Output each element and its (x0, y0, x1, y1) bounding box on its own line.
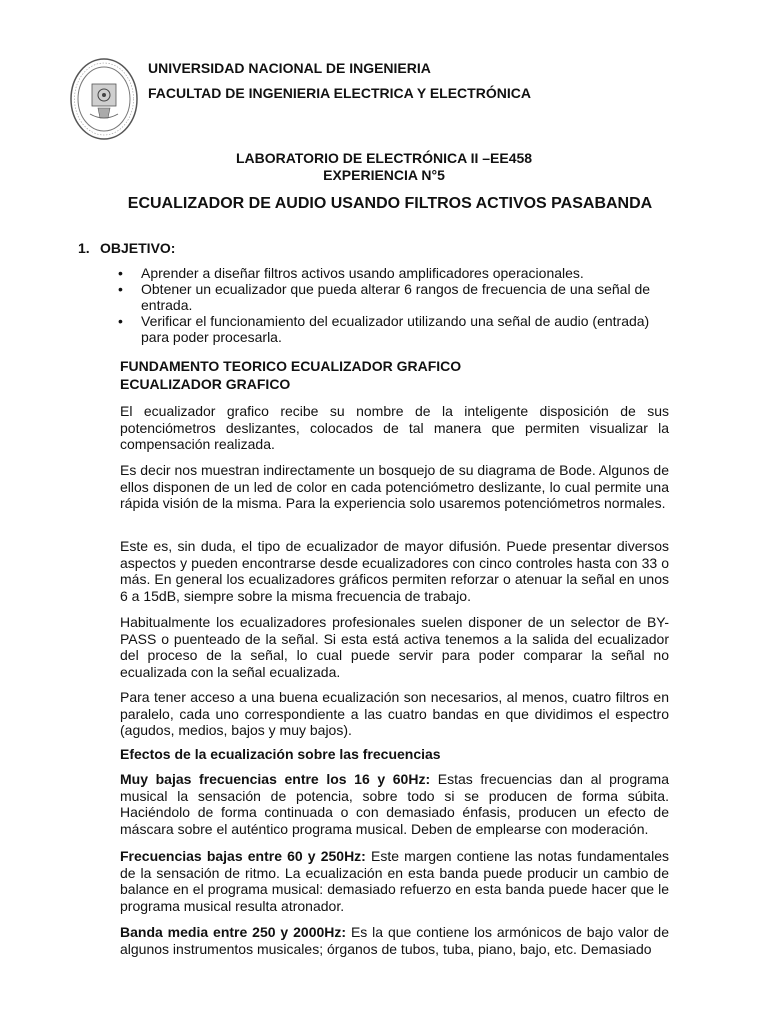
objective-list (118, 265, 673, 345)
section-number: 1. (78, 240, 90, 256)
band-label: Frecuencias bajas entre 60 y 250Hz: (120, 848, 366, 864)
section-title: OBJETIVO: (100, 240, 176, 256)
university-seal-icon (68, 56, 140, 142)
document-title: ECUALIZADOR DE AUDIO USANDO FILTROS ACTIVOS PASABANDA (127, 195, 653, 212)
university-name: UNIVERSIDAD NACIONAL DE INGENIERIA (148, 60, 431, 76)
band-label: Banda media entre 250 y 2000Hz: (120, 924, 347, 940)
lab-title: LABORATORIO DE ELECTRÓNICA II –EE458 (235, 150, 533, 166)
efectos-heading: Efectos de la ecualización sobre las frecuencias (120, 746, 441, 762)
band-text: Es la que contiene los armónicos de bajo valor de algunos instrumentos musicales; órganos de tubos, tuba, piano, bajo, etc. Demasiado (120, 924, 669, 957)
band-text: Estas frecuencias dan al programa musical la sensación de potencia, sobre todo si se producen de forma súbita. Haciéndolo de forma continuada o con demasiado énfasis, producen un efecto de máscara sobre el auténtico programa musical. Deben de emplearse con moderación. (120, 771, 669, 837)
band-paragraph (120, 771, 669, 837)
faculty-name: FACULTAD DE INGENIERIA ELECTRICA Y ELECTRÓNICA (148, 85, 531, 101)
ecualizador-heading: ECUALIZADOR GRAFICO (120, 376, 291, 392)
paragraph: Para tener acceso a una buena ecualización son necesarios, al menos, cuatro filtros en paralelo, cada uno correspondiente a las cuatro bandas en que dividimos el espectro (agudos, medios, bajos y muy bajos). (120, 689, 669, 738)
band-paragraph (120, 924, 669, 957)
paragraph: Habitualmente los ecualizadores profesionales suelen disponer de un selector de BY-PASS o puenteado de la señal. Si esta está activa tenemos a la salida del ecualizador del proceso de la señal, lo cual puede servir para poder comparar la señal no ecualizada con la señal ecualizada. (120, 614, 669, 680)
paragraph: Es decir nos muestran indirectamente un bosquejo de su diagrama de Bode. Algunos de ellos disponen de un led de color en cada potenciómetro deslizante, lo cual permite una rápida visión de la misma. Para la experiencia solo usaremos potenciómetros normales. (120, 462, 669, 511)
band-paragraph (120, 848, 669, 914)
fundamento-heading: FUNDAMENTO TEORICO ECUALIZADOR GRAFICO (120, 358, 462, 374)
list-item: • Verificar el funcionamiento del ecualizador utilizando una señal de audio (entrada) para poder procesarla. (118, 313, 673, 345)
list-item: • Obtener un ecualizador que pueda alterar 6 rangos de frecuencia de una señal de entrada. (118, 281, 673, 313)
paragraph: Este es, sin duda, el tipo de ecualizador de mayor difusión. Puede presentar diversos aspectos y pueden encontrarse desde ecualizadores con cinco controles hasta con 33 o más. En general los ecualizadores gráficos permiten reforzar o atenuar la señal en unos 6 a 15dB, siempre sobre la misma frecuencia de trabajo. (120, 538, 669, 604)
experience-number: EXPERIENCIA N°5 (323, 167, 445, 183)
section-heading-objetivo (78, 240, 175, 256)
band-label: Muy bajas frecuencias entre los 16 y 60Hz: (120, 771, 431, 787)
list-item: • Aprender a diseñar filtros activos usando amplificadores operacionales. (118, 265, 673, 281)
paragraph: El ecualizador grafico recibe su nombre de la inteligente disposición de sus potenciómetros deslizantes, colocados de tal manera que permiten visualizar la compensación realizada. (120, 403, 669, 452)
band-text: Este margen contiene las notas fundamentales de la sensación de ritmo. La ecualización en esta banda puede producir un cambio de balance en el programa musical: demasiado refuerzo en esta banda puede hacer que le programa musical resulta atronador. (120, 848, 669, 914)
